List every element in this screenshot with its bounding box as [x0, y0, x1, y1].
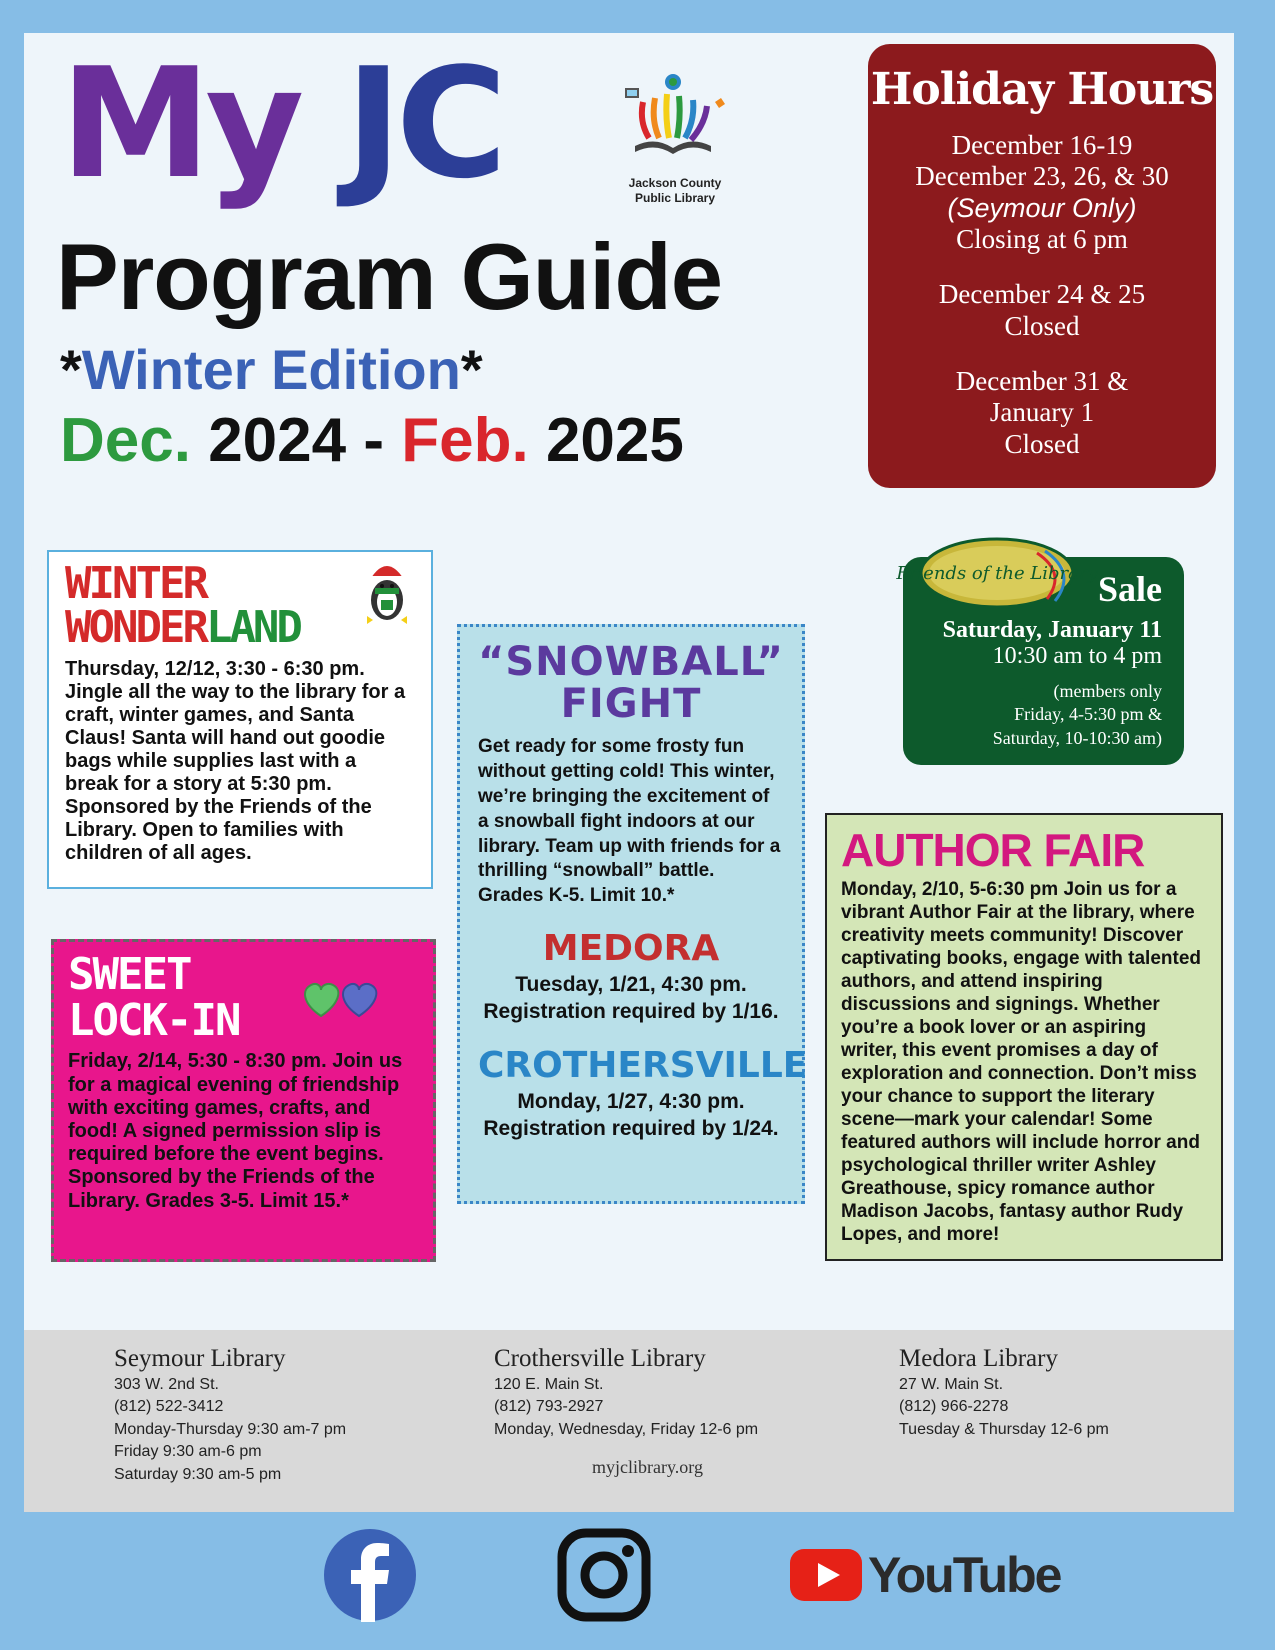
title-program-guide: Program Guide	[56, 224, 723, 329]
instagram-icon[interactable]	[557, 1528, 651, 1622]
date-range: Dec. 2024 - Feb. 2025	[60, 406, 684, 475]
author-fair-text: Monday, 2/10, 5-6:30 pm Join us for a vibrant Author Fair at the library, where creativity meets community! Discover captivating books, engage with talented authors, and attend inspiring discussions and signings. Whether you’re a book lover or an aspiring writer, this event promises a day of exploration and connection. Don’t miss your chance to support the literary scene—mark your calendar! Some featured authors will include horror and psychological thriller writer Ashley Greathouse, spicy romance author Madison Jacobs, fantasy author Rudy Lopes, and more!	[841, 879, 1201, 1245]
holiday-hours-box: Holiday Hours December 16-19 December 23, 26, & 30 (Seymour Only) Closing at 6 pm December 24 & 25 Closed December 31 & January 1 Closed	[868, 44, 1216, 488]
author-fair-title: AUTHOR FAIR	[841, 824, 1145, 876]
facebook-icon[interactable]	[323, 1528, 417, 1622]
candy-hearts-icon	[299, 976, 389, 1020]
winter-wonderland-title: WINTER WONDERLAND	[65, 558, 300, 653]
friends-of-library-logo	[896, 533, 1098, 611]
edition-label: Winter Edition	[81, 338, 461, 401]
title-my-jc	[60, 35, 502, 212]
friends-sale-box: Friends of the Library Sale Saturday, January 11 10:30 am to 4 pm (members only Friday, 4-5:30 pm & Saturday, 10-10:30 am)	[903, 557, 1184, 765]
youtube-link[interactable]	[790, 1528, 1061, 1622]
sweet-lockin-box	[51, 939, 436, 1262]
book-rainbow-icon	[615, 72, 735, 176]
library-logo	[615, 72, 735, 212]
logo-text: Jackson County Public Library	[628, 176, 722, 205]
medora-details: Tuesday, 1/21, 4:30 pm. Registration required by 1/16.	[483, 973, 779, 1024]
crothersville-heading: CROTHERSVILLE	[478, 1044, 808, 1086]
author-fair-box	[825, 813, 1223, 1261]
branch-seymour: Seymour Library 303 W. 2nd St. (812) 522-3412 Monday-Thursday 9:30 am-7 pm Friday 9:30 am-6 pm Saturday 9:30 am-5 pm	[114, 1345, 347, 1483]
sale-title: Sale	[1097, 569, 1162, 609]
snowball-fight-text: Get ready for some frosty fun without getting cold! This winter, we’re bringing the excitement of a snowball fight indoors at our library. Team up with friends for a thrilling “snowball” battle. Grades K-5. Limit 10.*	[478, 736, 781, 907]
website-link[interactable]: myjclibrary.org	[592, 1457, 703, 1477]
holiday-hours-title: Holiday Hours	[870, 64, 1214, 115]
footer-branches	[24, 1330, 1234, 1512]
youtube-label: YouTube	[868, 1547, 1061, 1603]
snowball-fight-title: “SNOWBALL” FIGHT	[478, 639, 784, 727]
winter-wonderland-text: Thursday, 12/12, 3:30 - 6:30 pm. Jingle all the way to the library for a craft, winter games, and Santa Claus! Santa will hand out goodie bags while supplies last with a break for a story at 5:30 pm. Sponsored by the Friends of the Library. Open to families with children of all ages.	[65, 658, 406, 864]
sweet-lockin-title: SWEET LOCK-IN	[68, 949, 240, 1047]
sweet-lockin-text: Friday, 2/14, 5:30 - 8:30 pm. Join us for a magical evening of friendship with exciting games, crafts, and food! A signed permission slip is required before the event begins. Sponsored by the Friends of the Library. Grades 3-5. Limit 15.*	[68, 1050, 403, 1212]
penguin-icon	[357, 556, 417, 626]
medora-heading: MEDORA	[542, 928, 720, 970]
svg-text:Friends of the Library: Friends of the Library	[896, 563, 1098, 584]
title-my: My	[60, 35, 299, 212]
branch-medora: Medora Library 27 W. Main St. (812) 966-2278 Tuesday & Thursday 12-6 pm	[899, 1345, 1109, 1438]
crothersville-details: Monday, 1/27, 4:30 pm. Registration required by 1/24.	[483, 1089, 779, 1141]
branch-crothersville: Crothersville Library 120 E. Main St. (812) 793-2927 Monday, Wednesday, Friday 12-6 pm	[494, 1345, 759, 1438]
youtube-play-icon	[790, 1549, 862, 1601]
edition-title: *Winter Edition*	[60, 338, 483, 401]
winter-wonderland-box	[47, 550, 433, 889]
snowball-fight-box	[457, 624, 808, 1204]
title-jc: JC	[345, 35, 502, 212]
